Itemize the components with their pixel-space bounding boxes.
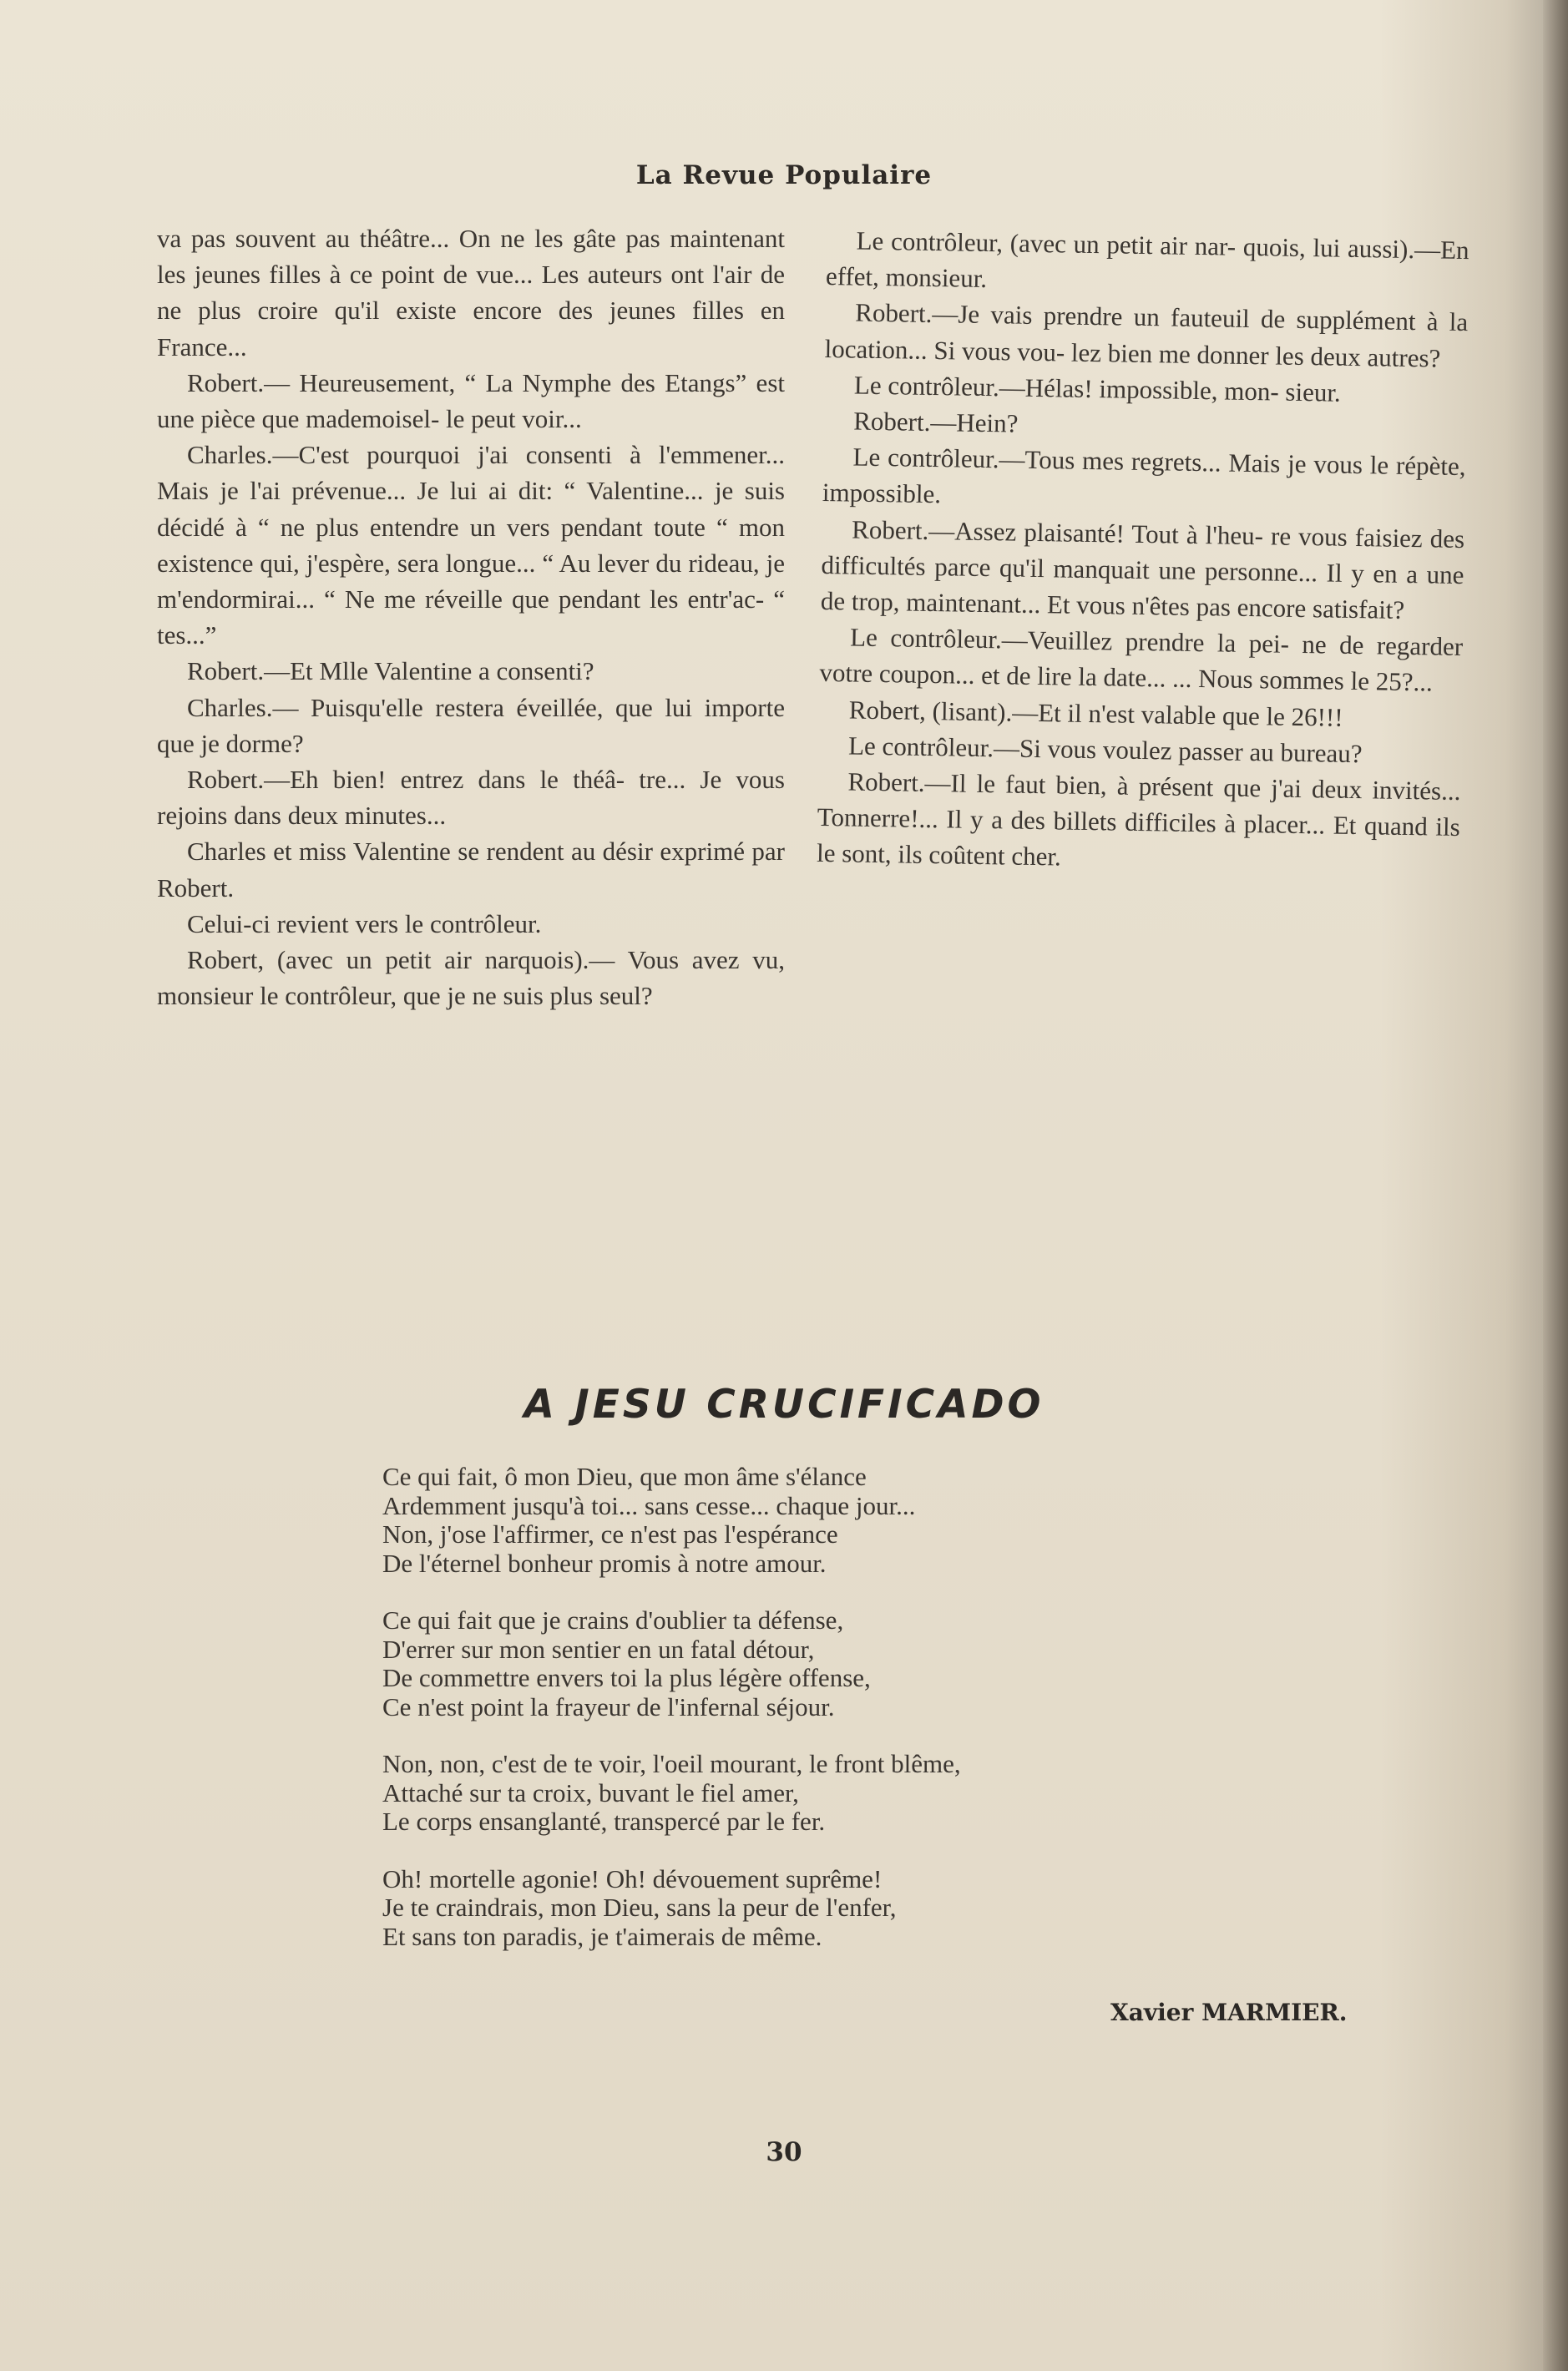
page-number: 30: [766, 2137, 802, 2167]
paragraph: Robert.—Je vais prendre un fauteuil de supplément à la location... Si vous vou- lez bien me donner les deux autres?: [824, 297, 1469, 373]
poem-verse: Je te craindrais, mon Dieu, sans la peur de l'enfer,: [382, 1893, 897, 1922]
paragraph: Charles.— Puisqu'elle restera éveillée, que lui importe que je dorme?: [157, 692, 785, 758]
poem-verse: Oh! mortelle agonie! Oh! dévouement suprême!: [382, 1863, 883, 1893]
poem-verse: Le corps ensanglanté, transpercé par le fer.: [382, 1807, 826, 1836]
poem-stanza: [382, 1606, 1301, 1721]
paragraph: Charles.—C'est pourquoi j'ai consenti à l'emmener... Mais je l'ai prévenue... Je lui ai dit: “ Valentine... je suis décidé à “ ne plus entendre un vers pendant toute “ mon existence qui, j'espère, sera longue... “ Au lever du rideau, je m'endormirai... “ Ne me réveille que pendant les entr'ac- “ tes...”: [157, 440, 785, 650]
page-binding-shadow: [1543, 0, 1568, 2371]
paragraph: Robert.— Heureusement, “ La Nymphe des Etangs” est une pièce que mademoisel- le peut voir...: [157, 367, 785, 434]
paragraph: Celui-ci revient vers le contrôleur.: [187, 908, 542, 938]
poem-verse: Ardemment jusqu'à toi... sans cesse... chaque jour...: [382, 1490, 916, 1520]
poem-verse: Ce qui fait que je crains d'oublier ta défense,: [382, 1605, 844, 1635]
poem-verse: Ce qui fait, ô mon Dieu, que mon âme s'élance: [382, 1462, 867, 1491]
paragraph: Le contrôleur.—Si vous voulez passer au bureau?: [847, 731, 1363, 768]
paragraph: Le contrôleur.—Hélas! impossible, mon- sieur.: [853, 370, 1342, 407]
paragraph: Robert.—Eh bien! entrez dans le théâ- tre... Je vous rejoins dans deux minutes...: [157, 765, 785, 831]
paragraph: Robert, (lisant).—Et il n'est valable que le 26!!!: [848, 695, 1343, 732]
paragraph: Le contrôleur.—Veuillez prendre la pei- ne de regarder votre coupon... et de lire la date... ... Nous sommes le 25?...: [819, 622, 1464, 697]
right-column: [817, 222, 1469, 882]
paragraph: Charles et miss Valentine se rendent au désir exprimé par Robert.: [157, 837, 785, 902]
poem-author: Xavier MARMIER.: [1110, 1999, 1348, 2026]
poem-verse: Attaché sur ta croix, buvant le fiel amer,: [382, 1777, 799, 1807]
paragraph: Robert.—Hein?: [852, 406, 1019, 438]
poem-verse: Non, non, c'est de te voir, l'oeil mourant, le front blême,: [382, 1749, 961, 1778]
paragraph: va pas souvent au théâtre... On ne les gâte pas maintenant les jeunes filles à ce point de vue... Les auteurs ont l'air de ne plus croire qu'il existe encore des jeunes filles en France...: [157, 224, 785, 361]
paragraph: Le contrôleur, (avec un petit air nar- quois, lui aussi).—En effet, monsieur.: [825, 225, 1469, 294]
poem-title: A JESU CRUCIFICADO: [524, 1382, 1044, 1428]
paragraph: Robert.—Assez plaisanté! Tout à l'heu- re vous faisiez des difficultés parce qu'il manquait une personne... Il y en a une de trop, maintenant... Et vous n'êtes pas encore satisfait?: [820, 514, 1465, 624]
paragraph: Robert.—Et Mlle Valentine a consenti?: [187, 656, 594, 686]
poem-verse: De l'éternel bonheur promis à notre amour.: [382, 1548, 827, 1578]
poem-stanza: [382, 1463, 1301, 1578]
paragraph: Robert.—Il le faut bien, à présent que j'ai deux invités... Tonnerre!... Il y a des billets difficiles à placer... Et quand ils le sont, ils coûtent cher.: [816, 766, 1461, 872]
poem-verse: Non, j'ose l'affirmer, ce n'est pas l'espérance: [382, 1519, 838, 1549]
paragraph: Le contrôleur.—Tous mes regrets... Mais je vous le répète, impossible.: [822, 442, 1466, 509]
poem: [382, 1463, 1301, 1979]
left-column: [157, 220, 785, 1014]
poem-verse: De commettre envers toi la plus légère offense,: [382, 1663, 871, 1692]
poem-stanza: [382, 1865, 1301, 1952]
poem-verse: Ce n'est point la frayeur de l'infernal séjour.: [382, 1691, 835, 1721]
running-head: La Revue Populaire: [635, 160, 933, 190]
paragraph: Robert, (avec un petit air narquois).— Vous avez vu, monsieur le contrôleur, que je ne suis plus seul?: [157, 945, 785, 1011]
poem-verse: Et sans ton paradis, je t'aimerais de même.: [382, 1921, 822, 1951]
poem-stanza: [382, 1750, 1301, 1837]
poem-verse: D'errer sur mon sentier en un fatal détour,: [382, 1634, 815, 1664]
